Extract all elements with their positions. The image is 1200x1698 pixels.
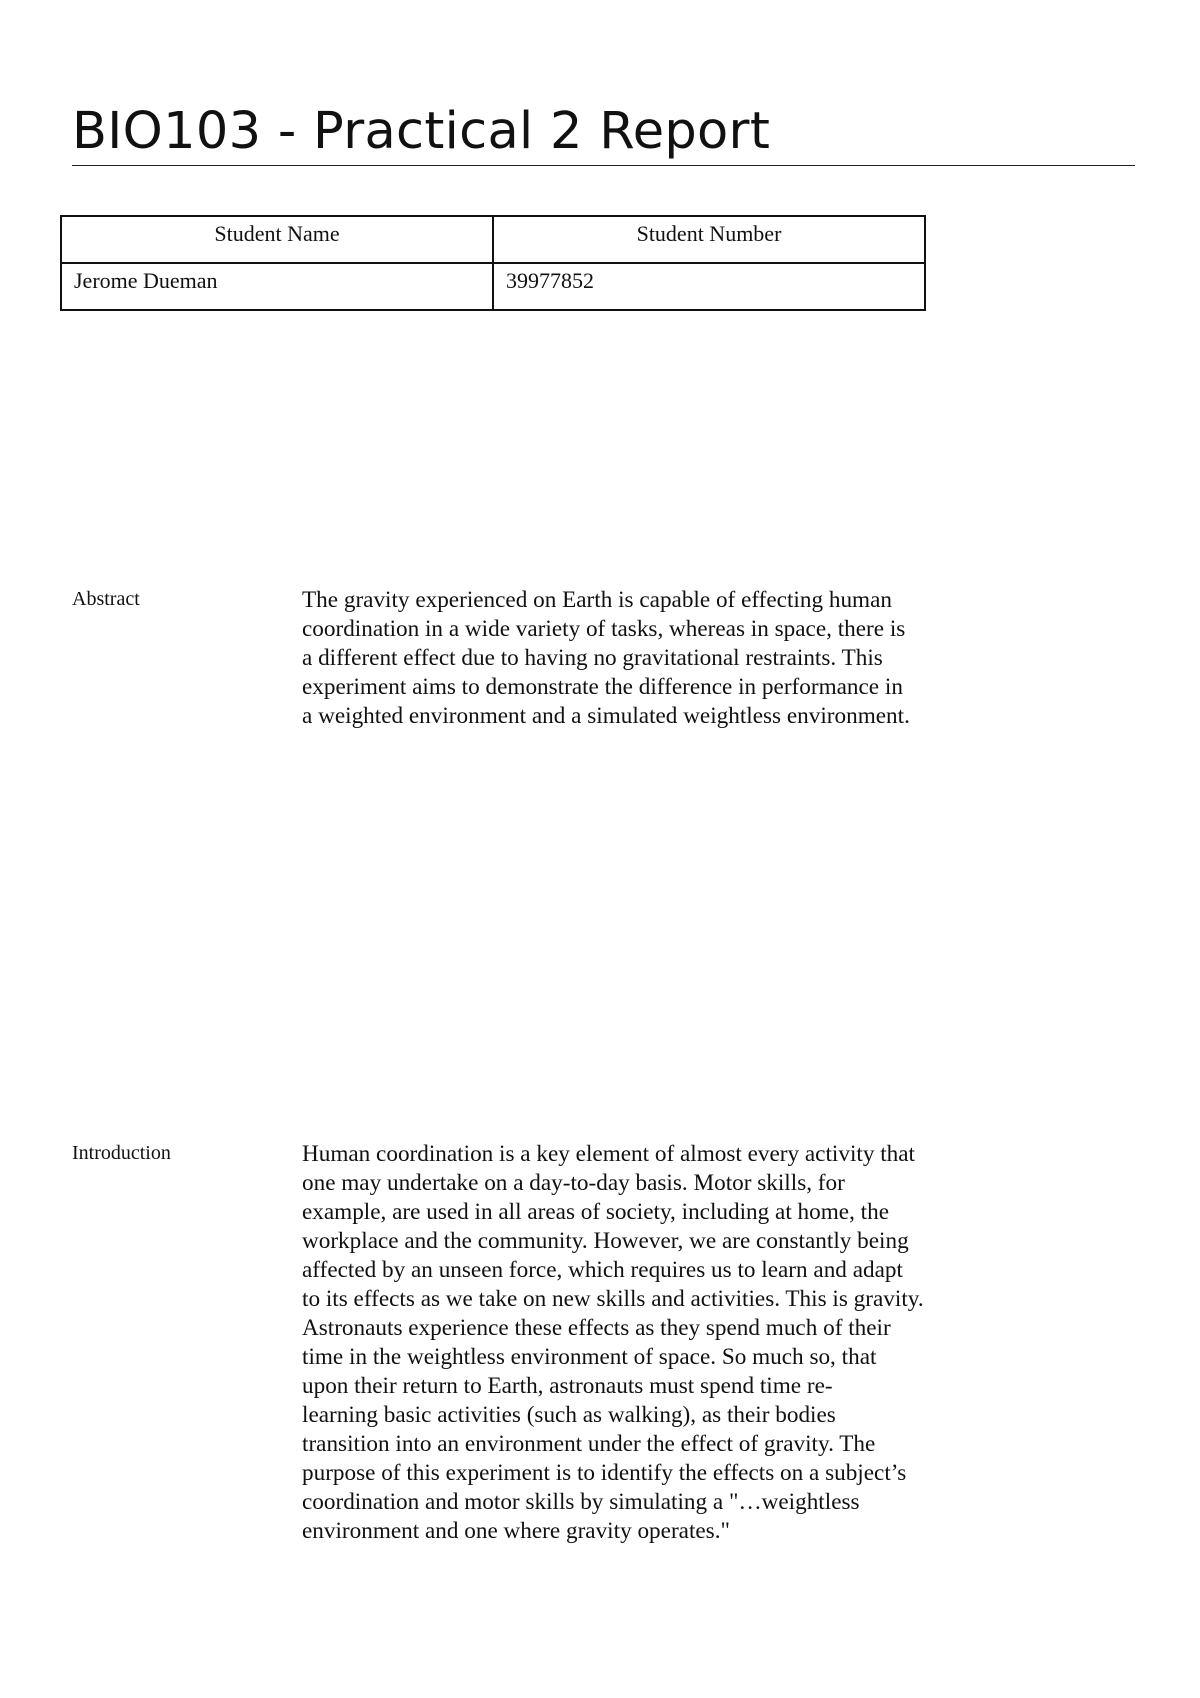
table-header-row	[61, 216, 925, 263]
introduction-line: Human coordination is a key element of almost every activity that	[302, 1141, 915, 1167]
abstract-body	[302, 586, 1022, 731]
introduction-line: learning basic activities (such as walking), as their bodies	[302, 1402, 836, 1428]
page-title: BIO103 - Practical 2 Report	[72, 102, 771, 161]
introduction-body	[302, 1140, 1022, 1546]
introduction-line: time in the weightless environment of space. So much so, that	[302, 1344, 877, 1370]
student-info-table	[60, 215, 926, 311]
abstract-line: a different effect due to having no gravitational restraints. This	[302, 645, 883, 671]
introduction-line: purpose of this experiment is to identify the effects on a subject’s	[302, 1460, 907, 1486]
introduction-line: example, are used in all areas of society, including at home, the	[302, 1199, 889, 1225]
introduction-line: Astronauts experience these effects as they spend much of their	[302, 1315, 891, 1341]
student-name-header: Student Name	[61, 216, 493, 263]
introduction-line: transition into an environment under the effect of gravity. The	[302, 1431, 876, 1457]
introduction-line: one may undertake on a day-to-day basis. Motor skills, for	[302, 1170, 845, 1196]
title-divider	[72, 165, 1135, 166]
student-name-cell: Jerome Dueman	[61, 263, 493, 310]
student-number-header: Student Number	[493, 216, 925, 263]
introduction-line: affected by an unseen force, which requires us to learn and adapt	[302, 1257, 903, 1283]
introduction-line: coordination and motor skills by simulating a "…weightless	[302, 1489, 860, 1515]
introduction-line: environment and one where gravity operates."	[302, 1518, 730, 1544]
introduction-line: workplace and the community. However, we are constantly being	[302, 1228, 909, 1254]
abstract-line: coordination in a wide variety of tasks, whereas in space, there is	[302, 616, 906, 642]
introduction-label: Introduction	[72, 1142, 171, 1164]
introduction-line: to its effects as we take on new skills and activities. This is gravity.	[302, 1286, 924, 1312]
table-row	[61, 263, 925, 310]
abstract-line: a weighted environment and a simulated weightless environment.	[302, 703, 910, 729]
abstract-line: experiment aims to demonstrate the difference in performance in	[302, 674, 903, 700]
abstract-line: The gravity experienced on Earth is capable of effecting human	[302, 587, 892, 613]
introduction-line: upon their return to Earth, astronauts must spend time re-	[302, 1373, 833, 1399]
abstract-label: Abstract	[72, 588, 140, 610]
student-number-cell: 39977852	[493, 263, 925, 310]
